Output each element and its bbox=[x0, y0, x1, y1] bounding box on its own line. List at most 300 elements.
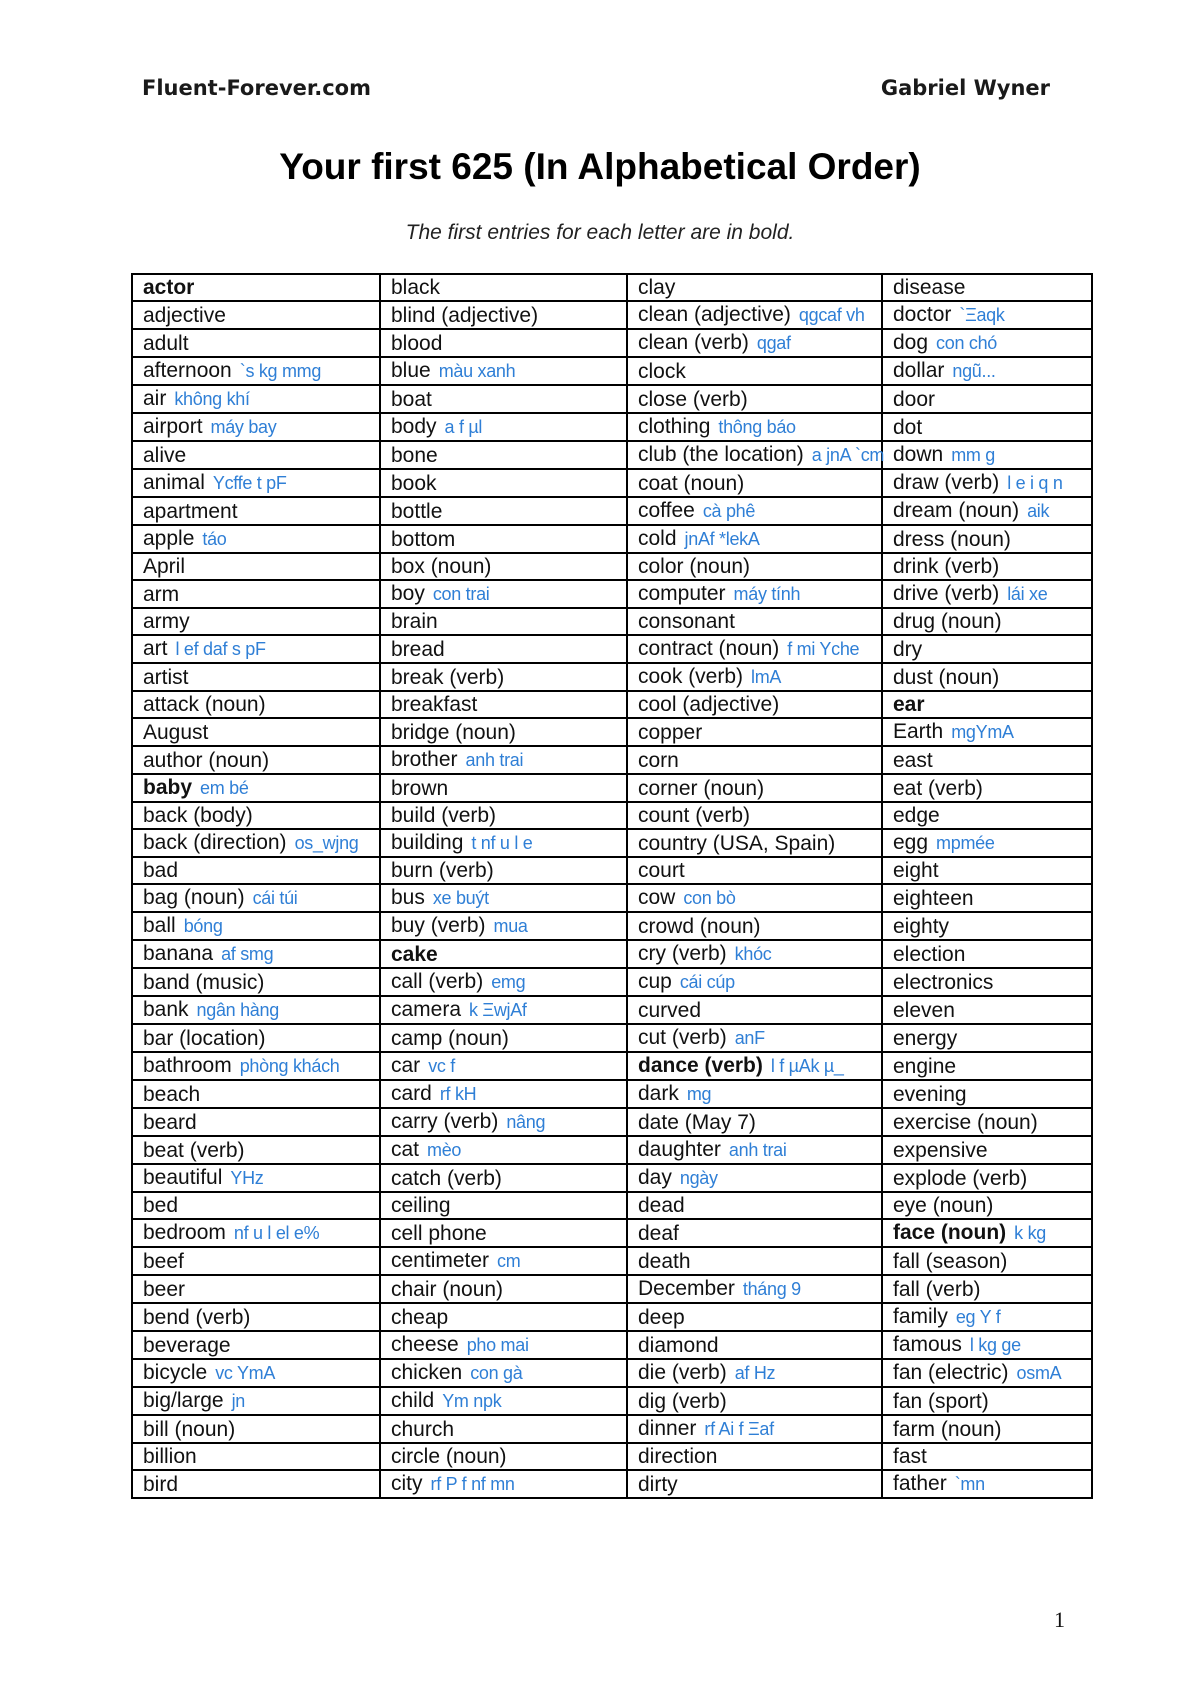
word-cell bbox=[380, 912, 627, 940]
word-cell bbox=[627, 1387, 882, 1415]
word-cell bbox=[882, 441, 1092, 469]
word-cell bbox=[380, 1024, 627, 1052]
word-cell bbox=[132, 580, 380, 608]
word-text: bag (noun) bbox=[143, 886, 245, 909]
word-text: coat (noun) bbox=[638, 471, 745, 495]
word-text: boy bbox=[391, 582, 425, 605]
word-cell bbox=[132, 746, 380, 774]
word-text: clean (adjective) bbox=[638, 303, 791, 326]
translation-text: con bò bbox=[683, 888, 736, 908]
word-cell bbox=[380, 1303, 627, 1331]
translation-text: mg bbox=[686, 1084, 712, 1104]
word-text: build (verb) bbox=[391, 804, 497, 827]
word-cell bbox=[380, 1387, 627, 1415]
word-cell bbox=[132, 968, 380, 996]
header-author: Gabriel Wyner bbox=[880, 76, 1050, 100]
word-cell bbox=[380, 1192, 627, 1219]
table-row bbox=[132, 718, 1092, 746]
word-text: eat (verb) bbox=[893, 776, 983, 800]
table-row bbox=[132, 1470, 1092, 1498]
table-row bbox=[132, 1192, 1092, 1219]
word-cell bbox=[627, 413, 882, 441]
word-text: clothing bbox=[638, 415, 711, 438]
word-cell bbox=[380, 774, 627, 802]
word-text: card bbox=[391, 1082, 432, 1105]
word-cell bbox=[132, 1387, 380, 1415]
table-row bbox=[132, 413, 1092, 441]
word-text: bed bbox=[143, 1194, 179, 1217]
table-row bbox=[132, 580, 1092, 608]
word-cell bbox=[882, 1470, 1092, 1498]
word-cell bbox=[132, 1443, 380, 1470]
word-cell bbox=[627, 1247, 882, 1275]
word-text: court bbox=[638, 859, 685, 882]
translation-text: aik bbox=[1027, 501, 1050, 521]
word-cell bbox=[627, 469, 882, 497]
translation-text: eg Y f bbox=[955, 1307, 1001, 1327]
word-cell bbox=[132, 940, 380, 968]
word-text: army bbox=[143, 610, 190, 633]
word-text: dry bbox=[893, 637, 923, 661]
word-text: box (noun) bbox=[391, 555, 492, 578]
word-text: cell phone bbox=[391, 1221, 487, 1245]
translation-text: emg bbox=[491, 972, 526, 992]
translation-text: `Ξaqk bbox=[959, 305, 1005, 325]
table-row bbox=[132, 635, 1092, 663]
word-cell bbox=[882, 1164, 1092, 1192]
translation-text: xe buýt bbox=[432, 888, 489, 908]
word-cell bbox=[882, 857, 1092, 884]
word-text: doctor bbox=[893, 303, 952, 326]
word-text: cold bbox=[638, 527, 677, 550]
word-text: afternoon bbox=[143, 359, 232, 382]
word-text: April bbox=[143, 555, 186, 578]
translation-text: mm g bbox=[951, 445, 996, 465]
table-row bbox=[132, 1247, 1092, 1275]
word-text: electronics bbox=[893, 970, 994, 994]
translation-text: a f µl bbox=[444, 417, 483, 437]
word-cell bbox=[132, 301, 380, 329]
table-row bbox=[132, 1164, 1092, 1192]
table-row bbox=[132, 802, 1092, 829]
word-text: catch (verb) bbox=[391, 1166, 502, 1190]
word-cell bbox=[882, 996, 1092, 1024]
word-cell bbox=[882, 608, 1092, 635]
table-row bbox=[132, 1331, 1092, 1359]
word-text: deaf bbox=[638, 1221, 679, 1245]
word-text: clay bbox=[638, 276, 676, 299]
word-text: cow bbox=[638, 886, 676, 909]
table-row bbox=[132, 469, 1092, 497]
word-text: child bbox=[391, 1389, 435, 1412]
word-text: beautiful bbox=[143, 1166, 223, 1189]
word-cell bbox=[132, 1164, 380, 1192]
translation-text: con trai bbox=[432, 584, 490, 604]
translation-text: khóc bbox=[734, 944, 772, 964]
word-text: door bbox=[893, 387, 936, 411]
word-text: corn bbox=[638, 748, 679, 772]
word-cell bbox=[132, 912, 380, 940]
translation-text: cm bbox=[497, 1251, 521, 1271]
translation-text: qgcaf vh bbox=[798, 305, 865, 325]
word-cell bbox=[627, 441, 885, 469]
word-text: bill (noun) bbox=[143, 1417, 236, 1441]
word-cell bbox=[882, 413, 1092, 441]
word-cell bbox=[882, 912, 1092, 940]
translation-text: pho mai bbox=[466, 1335, 529, 1355]
word-text: eight bbox=[893, 859, 939, 882]
table-row bbox=[132, 385, 1092, 413]
word-cell bbox=[132, 1052, 380, 1080]
word-text: December bbox=[638, 1277, 735, 1300]
table-row bbox=[132, 329, 1092, 357]
translation-text: k kg bbox=[1014, 1223, 1046, 1243]
word-cell bbox=[627, 385, 882, 413]
table-row bbox=[132, 1052, 1092, 1080]
word-cell bbox=[882, 1024, 1092, 1052]
word-cell bbox=[627, 608, 882, 635]
word-cell bbox=[132, 663, 380, 691]
translation-text: l ef daf s pF bbox=[175, 639, 266, 659]
word-text: dark bbox=[638, 1082, 679, 1105]
translation-text: phòng khách bbox=[239, 1056, 340, 1076]
word-cell bbox=[132, 441, 380, 469]
translation-text: nf u l el e% bbox=[233, 1223, 320, 1243]
word-cell bbox=[882, 940, 1092, 968]
word-cell bbox=[627, 1219, 882, 1247]
word-cell bbox=[627, 357, 882, 385]
word-cell bbox=[882, 884, 1092, 912]
word-text: color (noun) bbox=[638, 555, 751, 578]
word-text: banana bbox=[143, 942, 214, 965]
word-cell bbox=[132, 1470, 380, 1498]
word-cell bbox=[627, 718, 882, 746]
word-text: artist bbox=[143, 665, 189, 689]
translation-text: af Hz bbox=[734, 1363, 776, 1383]
word-text: building bbox=[391, 831, 464, 854]
word-cell bbox=[380, 691, 627, 718]
word-cell bbox=[132, 357, 380, 385]
word-cell bbox=[882, 663, 1092, 691]
word-cell bbox=[882, 1303, 1092, 1331]
word-text: eleven bbox=[893, 998, 955, 1022]
translation-text: máy bay bbox=[210, 417, 277, 437]
table-row bbox=[132, 274, 1092, 301]
word-text: dance (verb) bbox=[638, 1054, 763, 1077]
word-cell bbox=[882, 691, 1092, 718]
word-text: eye (noun) bbox=[893, 1194, 994, 1217]
word-text: cry (verb) bbox=[638, 942, 727, 965]
word-text: drive (verb) bbox=[893, 582, 1000, 605]
word-text: bottle bbox=[391, 499, 443, 523]
translation-text: f mi Yche bbox=[787, 639, 860, 659]
table-row bbox=[132, 1415, 1092, 1443]
word-text: beef bbox=[143, 1249, 184, 1273]
word-text: boat bbox=[391, 387, 432, 411]
word-cell bbox=[380, 1359, 627, 1387]
translation-text: cái túi bbox=[252, 888, 298, 908]
word-text: adult bbox=[143, 331, 189, 355]
word-text: bridge (noun) bbox=[391, 720, 516, 744]
word-cell bbox=[882, 1359, 1092, 1387]
translation-text: bóng bbox=[183, 916, 223, 936]
word-text: cake bbox=[391, 942, 438, 966]
word-cell bbox=[380, 940, 627, 968]
word-cell bbox=[627, 553, 882, 580]
word-text: bend (verb) bbox=[143, 1305, 251, 1329]
table-row bbox=[132, 441, 1092, 469]
word-text: camera bbox=[391, 998, 462, 1021]
word-cell bbox=[882, 829, 1092, 857]
word-text: art bbox=[143, 637, 168, 660]
word-cell bbox=[882, 580, 1092, 608]
table-row bbox=[132, 1303, 1092, 1331]
word-cell bbox=[627, 912, 882, 940]
translation-text: mpmée bbox=[936, 833, 995, 853]
word-cell bbox=[380, 1247, 627, 1275]
word-text: eighty bbox=[893, 914, 950, 938]
word-text: farm (noun) bbox=[893, 1417, 1002, 1441]
table-row bbox=[132, 1136, 1092, 1164]
word-text: burn (verb) bbox=[391, 859, 494, 882]
word-cell bbox=[882, 968, 1092, 996]
word-cell bbox=[380, 385, 627, 413]
word-cell bbox=[882, 1108, 1092, 1136]
word-text: ball bbox=[143, 914, 176, 937]
word-cell bbox=[132, 1108, 380, 1136]
word-cell bbox=[627, 1443, 882, 1470]
word-text: east bbox=[893, 748, 933, 772]
word-cell bbox=[380, 580, 627, 608]
word-cell bbox=[380, 469, 627, 497]
word-text: air bbox=[143, 387, 167, 410]
word-text: cat bbox=[391, 1138, 420, 1161]
word-text: clock bbox=[638, 359, 686, 383]
table-row bbox=[132, 884, 1092, 912]
word-cell bbox=[882, 635, 1092, 663]
word-cell bbox=[132, 1024, 380, 1052]
word-text: fall (verb) bbox=[893, 1277, 981, 1301]
word-text: bottom bbox=[391, 527, 456, 551]
word-text: beat (verb) bbox=[143, 1138, 245, 1162]
word-text: black bbox=[391, 276, 441, 299]
word-text: arm bbox=[143, 582, 180, 606]
word-text: attack (noun) bbox=[143, 693, 266, 716]
word-text: beer bbox=[143, 1277, 186, 1301]
word-cell bbox=[882, 1275, 1092, 1303]
word-text: famous bbox=[893, 1333, 962, 1356]
word-text: ear bbox=[893, 693, 925, 716]
word-text: energy bbox=[893, 1026, 958, 1050]
word-text: drug (noun) bbox=[893, 610, 1002, 633]
word-text: city bbox=[391, 1472, 423, 1495]
word-text: dig (verb) bbox=[638, 1389, 727, 1413]
word-cell bbox=[627, 1275, 882, 1303]
word-cell bbox=[627, 1359, 882, 1387]
table-row bbox=[132, 1219, 1092, 1247]
word-cell bbox=[132, 1136, 380, 1164]
word-cell bbox=[627, 996, 882, 1024]
word-cell bbox=[132, 1359, 380, 1387]
word-cell bbox=[132, 469, 380, 497]
table-row bbox=[132, 357, 1092, 385]
word-text: apple bbox=[143, 527, 195, 550]
word-cell bbox=[132, 608, 380, 635]
word-cell bbox=[627, 525, 882, 553]
page-title: Your first 625 (In Alphabetical Order) bbox=[279, 146, 921, 187]
word-text: club (the location) bbox=[638, 443, 804, 466]
word-cell bbox=[627, 1303, 882, 1331]
translation-text: os_wjng bbox=[294, 833, 359, 853]
translation-text: mgYmA bbox=[951, 722, 1014, 742]
word-cell bbox=[132, 884, 380, 912]
word-cell bbox=[627, 329, 882, 357]
word-text: dust (noun) bbox=[893, 665, 1000, 689]
table-row bbox=[132, 663, 1092, 691]
word-text: chair (noun) bbox=[391, 1277, 504, 1301]
word-text: exercise (noun) bbox=[893, 1110, 1038, 1134]
word-text: bird bbox=[143, 1472, 179, 1496]
word-cell bbox=[882, 1247, 1092, 1275]
translation-text: vc f bbox=[428, 1056, 455, 1076]
word-cell bbox=[380, 857, 627, 884]
word-cell bbox=[627, 635, 882, 663]
word-cell bbox=[627, 884, 882, 912]
translation-text: nâng bbox=[506, 1112, 546, 1132]
word-text: disease bbox=[893, 276, 966, 299]
translation-text: a jnA `cm bbox=[811, 445, 885, 465]
word-text: explode (verb) bbox=[893, 1166, 1028, 1190]
word-text: day bbox=[638, 1166, 672, 1189]
word-cell bbox=[132, 1303, 380, 1331]
word-cell bbox=[882, 802, 1092, 829]
word-cell bbox=[627, 857, 882, 884]
word-text: band (music) bbox=[143, 970, 265, 994]
word-text: diamond bbox=[638, 1333, 719, 1357]
table-row bbox=[132, 525, 1092, 553]
word-text: cheese bbox=[391, 1333, 459, 1356]
word-cell bbox=[882, 718, 1092, 746]
word-cell bbox=[380, 884, 627, 912]
word-text: edge bbox=[893, 804, 940, 827]
word-cell bbox=[627, 1052, 882, 1080]
translation-text: Ym npk bbox=[442, 1391, 502, 1411]
word-cell bbox=[132, 329, 380, 357]
word-text: call (verb) bbox=[391, 970, 484, 993]
word-cell bbox=[882, 1136, 1092, 1164]
word-text: father bbox=[893, 1472, 947, 1495]
word-text: cheap bbox=[391, 1305, 449, 1329]
word-cell bbox=[380, 996, 627, 1024]
word-text: bank bbox=[143, 998, 189, 1021]
translation-text: Ycffe t pF bbox=[212, 473, 287, 493]
word-text: bicycle bbox=[143, 1361, 208, 1384]
translation-text: em bé bbox=[200, 778, 249, 798]
word-text: evening bbox=[893, 1082, 967, 1106]
word-text: body bbox=[391, 415, 437, 438]
word-text: blue bbox=[391, 359, 431, 382]
word-text: brother bbox=[391, 748, 458, 771]
word-text: cook (verb) bbox=[638, 665, 744, 688]
word-text: draw (verb) bbox=[893, 471, 1000, 494]
translation-text: anh trai bbox=[728, 1140, 787, 1160]
word-cell bbox=[882, 274, 1092, 301]
word-text: family bbox=[893, 1305, 948, 1328]
word-cell bbox=[132, 774, 380, 802]
word-cell bbox=[882, 746, 1092, 774]
word-cell bbox=[380, 441, 627, 469]
table-row bbox=[132, 1443, 1092, 1470]
word-cell bbox=[882, 1387, 1092, 1415]
word-text: ceiling bbox=[391, 1194, 451, 1217]
word-text: close (verb) bbox=[638, 387, 748, 411]
word-cell bbox=[380, 663, 627, 691]
translation-text: `mn bbox=[954, 1474, 985, 1494]
page-number: 1 bbox=[1054, 1607, 1065, 1632]
word-text: brown bbox=[391, 776, 449, 800]
table-row bbox=[132, 746, 1092, 774]
table-row bbox=[132, 940, 1092, 968]
word-text: back (body) bbox=[143, 804, 253, 827]
table-row bbox=[132, 1275, 1092, 1303]
word-text: dead bbox=[638, 1194, 685, 1217]
word-cell bbox=[627, 1415, 882, 1443]
word-text: back (direction) bbox=[143, 831, 287, 854]
translation-text: mua bbox=[493, 916, 528, 936]
word-text: count (verb) bbox=[638, 804, 751, 827]
translation-text: rf kH bbox=[439, 1084, 477, 1104]
word-text: dollar bbox=[893, 359, 945, 382]
word-cell bbox=[627, 1331, 882, 1359]
word-cell bbox=[882, 553, 1092, 580]
word-cell bbox=[627, 774, 882, 802]
word-cell bbox=[882, 497, 1092, 525]
translation-text: vc YmA bbox=[215, 1363, 276, 1383]
word-cell bbox=[132, 385, 380, 413]
translation-text: máy tính bbox=[733, 584, 801, 604]
word-cell bbox=[380, 1443, 627, 1470]
table-row bbox=[132, 301, 1092, 329]
word-cell bbox=[627, 274, 882, 301]
word-cell bbox=[882, 469, 1092, 497]
word-cell bbox=[627, 829, 882, 857]
word-text: deep bbox=[638, 1305, 685, 1329]
word-cell bbox=[380, 1219, 627, 1247]
word-text: circle (noun) bbox=[391, 1445, 507, 1468]
word-cell bbox=[627, 1108, 882, 1136]
word-cell bbox=[132, 274, 380, 301]
word-text: dress (noun) bbox=[893, 527, 1011, 551]
word-cell bbox=[627, 497, 882, 525]
word-cell bbox=[380, 1275, 627, 1303]
word-cell bbox=[132, 635, 380, 663]
word-text: chicken bbox=[391, 1361, 463, 1384]
word-text: direction bbox=[638, 1445, 718, 1468]
word-cell bbox=[132, 1219, 380, 1247]
word-cell bbox=[882, 525, 1092, 553]
word-text: daughter bbox=[638, 1138, 721, 1161]
word-text: eighteen bbox=[893, 886, 974, 910]
word-cell bbox=[882, 1192, 1092, 1219]
translation-text: ngày bbox=[679, 1168, 718, 1188]
translation-text: con chó bbox=[936, 333, 997, 353]
translation-text: anF bbox=[734, 1028, 765, 1048]
word-text: alive bbox=[143, 443, 187, 467]
word-text: beard bbox=[143, 1110, 197, 1134]
word-text: copper bbox=[638, 720, 703, 744]
word-text: baby bbox=[143, 776, 193, 799]
translation-text: mèo bbox=[427, 1140, 462, 1160]
